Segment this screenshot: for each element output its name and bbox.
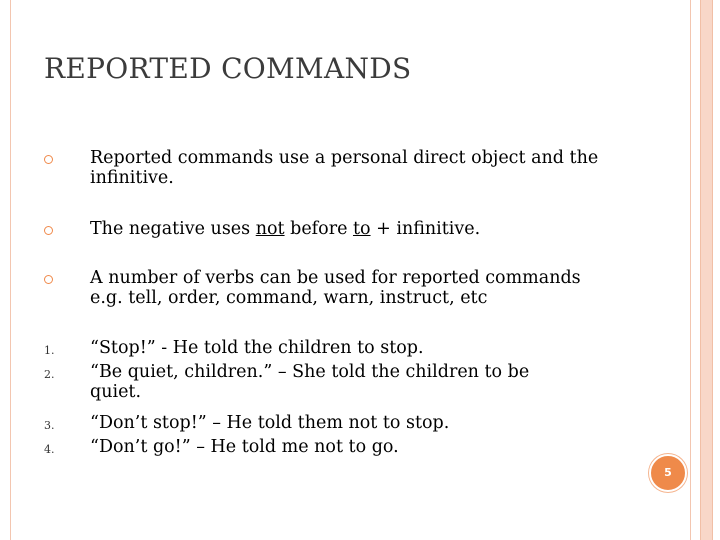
underlined-word-not: not: [255, 219, 285, 239]
item-number: 4.: [44, 443, 55, 456]
circle-bullet-icon: [44, 226, 53, 235]
bullet-line: infinitive.: [90, 168, 174, 188]
numbered-text: [90, 338, 640, 358]
right-frame-band: [700, 0, 713, 540]
left-frame-line: [10, 0, 11, 540]
numbered-line: “Don’t go!” – He told me not to go.: [90, 437, 399, 457]
numbered-text: [90, 437, 640, 457]
underlined-word-to: to: [352, 219, 371, 239]
text-run: + infinitive.: [370, 219, 481, 239]
bullet-text: [90, 219, 640, 239]
circle-bullet-icon: [44, 155, 53, 164]
bullet-line: e.g. tell, order, command, warn, instruct, etc: [90, 288, 488, 308]
text-run: before: [284, 219, 353, 239]
item-number: 1.: [44, 344, 55, 357]
slide-title: REPORTED COMMANDS: [44, 52, 412, 85]
item-number: 3.: [44, 419, 55, 432]
bullet-line: Reported commands use a personal direct object and the: [90, 148, 599, 168]
circle-bullet-icon: [44, 275, 53, 284]
bullet-line: A number of verbs can be used for reported commands: [90, 268, 581, 288]
item-number: 2.: [44, 368, 55, 381]
page-number-badge: 5: [649, 454, 687, 492]
bullet-text: [90, 148, 640, 188]
numbered-line: “Stop!” - He told the children to stop.: [90, 338, 424, 358]
numbered-text: [90, 362, 640, 402]
numbered-line: “Don’t stop!” – He told them not to stop.: [90, 413, 450, 433]
numbered-line: quiet.: [90, 382, 142, 402]
right-frame-line: [690, 0, 691, 540]
numbered-line: “Be quiet, children.” – She told the children to be: [90, 362, 530, 382]
bullet-text: [90, 268, 640, 308]
text-run: The negative uses: [90, 219, 256, 239]
numbered-text: [90, 413, 640, 433]
